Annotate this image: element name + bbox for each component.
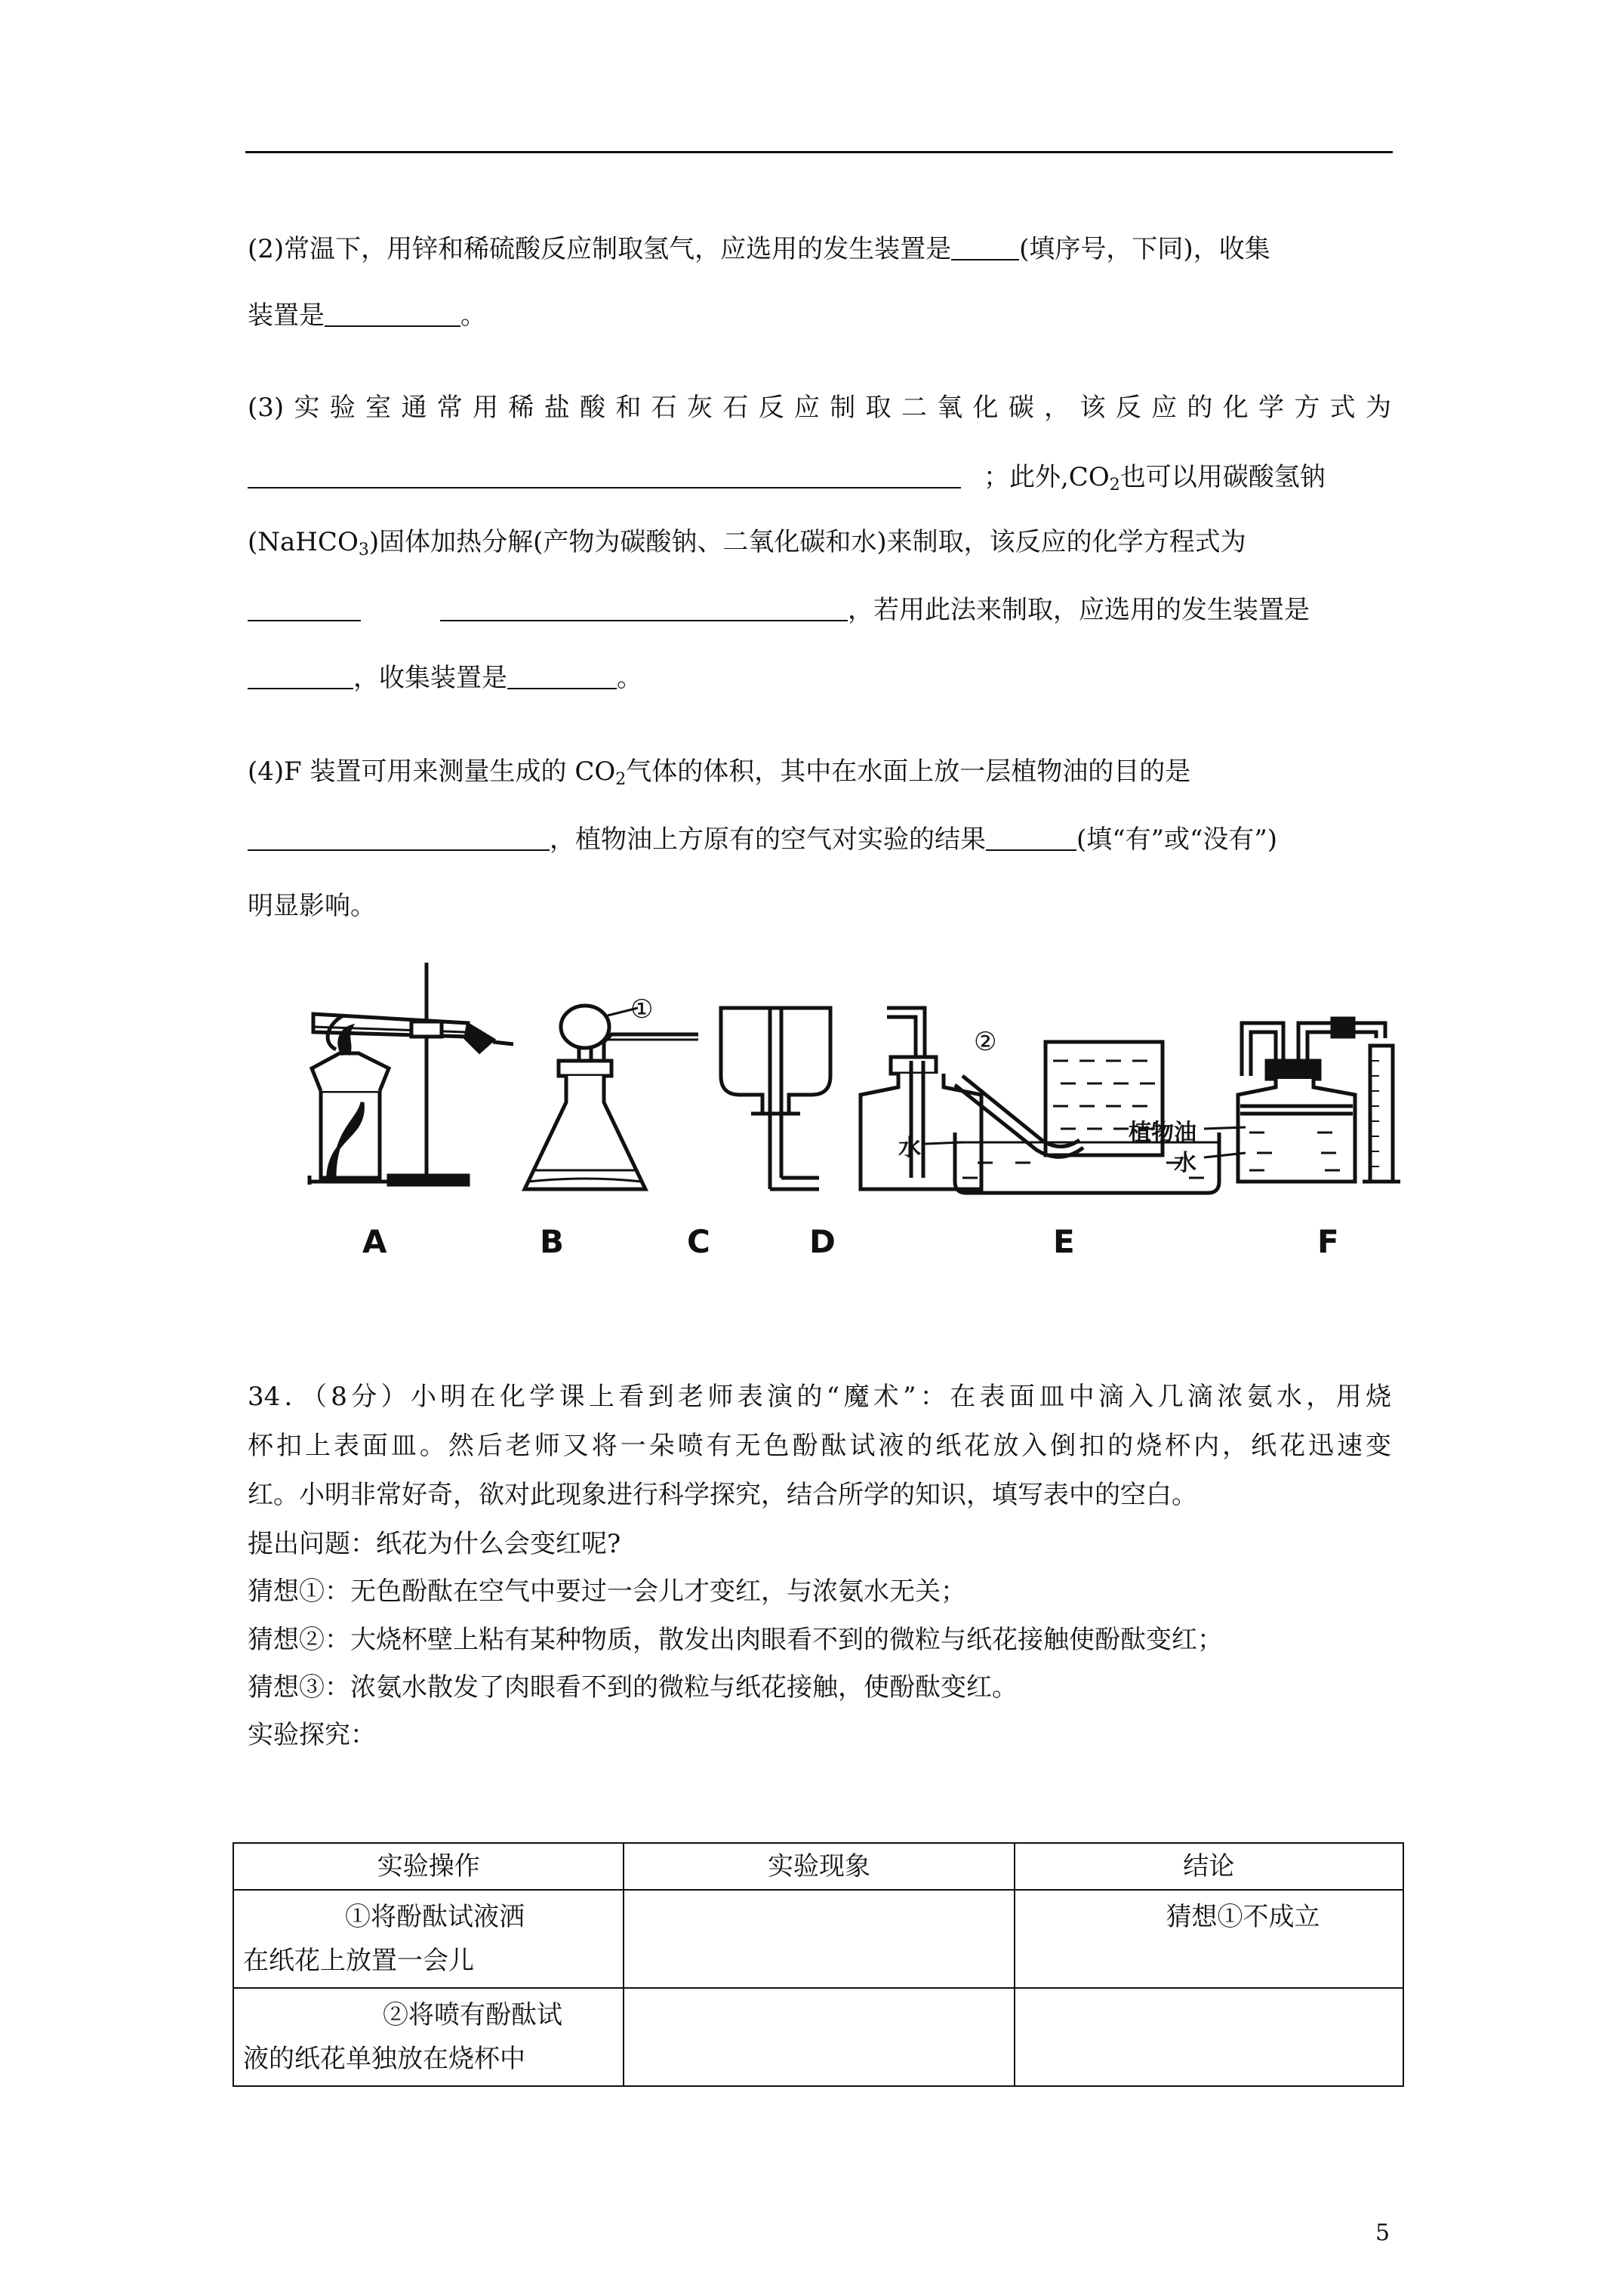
q34-explore: 实验探究： [248,1720,376,1750]
apparatus-d [861,1008,981,1189]
q34-line1: 34．（8分）小明在化学课上看到老师表演的“魔术”：在表面皿中滴入几滴浓氨水，用烧 [248,1382,1391,1412]
answer-blank[interactable] [986,828,1076,851]
header-operation: 实验操作 [233,1843,624,1890]
table-header-row [233,1843,1403,1890]
conclusion-cell[interactable] [1015,1988,1403,2086]
table-row [233,1890,1403,1988]
label-a: A [362,1223,387,1260]
water-label-e: 水 [898,1135,921,1161]
experiment-table [233,1842,1404,2087]
conclusion-cell: 猜想①不成立 [1015,1890,1403,1988]
header-rule [245,151,1393,153]
marker-2: ② [974,1027,997,1057]
operation-cell: ②将喷有酚酞试 液的纸花单独放在烧杯中 [233,1988,624,2086]
q2-line2: 装置是 。 [248,300,486,331]
apparatus-figure [298,955,1408,1272]
q3-line2: ；此外$,CO_2$也可以用碳酸氢钠 [248,462,1326,501]
answer-blank[interactable] [248,828,550,851]
answer-blank[interactable] [951,238,1019,260]
q4-line1: (4)F 装置可用来测量生成的 $CO_2$气体的体积，其中在水面上放一层植物油的目的是 [248,757,1191,789]
answer-blank[interactable] [248,466,961,488]
answer-blank[interactable] [440,599,848,621]
water-label-f: 水 [1174,1150,1196,1176]
phenomenon-cell[interactable] [624,1890,1014,1988]
q3-line4: ，若用此法来制取，应选用的发生装置是 [248,595,1310,625]
apparatus-f [1204,1019,1400,1182]
header-conclusion: 结论 [1015,1843,1403,1890]
q3-line3: (NaHCO$_3$)固体加热分解(产物为碳酸钠、二氧化碳和水)来制取，该反应的化学方程式为 [248,527,1246,559]
answer-blank[interactable] [248,599,361,621]
label-f: F [1317,1223,1339,1260]
q3-line1: (3)实验室通常用稀盐酸和石灰石反应制取二氧化碳，该反应的化学方式为 [248,393,1391,423]
label-d: D [809,1223,836,1260]
q34-guess3: 猜想③：浓氨水散发了肉眼看不到的微粒与纸花接触，使酚酞变红。 [248,1672,1018,1703]
apparatus-b [525,1006,698,1189]
q34-line2: 杯扣上表面皿。然后老师又将一朵喷有无色酚酞试液的纸花放入倒扣的烧杯内，纸花迅速变 [248,1431,1391,1461]
apparatus-a [310,963,513,1185]
table-row [233,1988,1403,2086]
answer-blank[interactable] [325,304,460,327]
q4-line3: 明显影响。 [248,891,376,921]
label-b: B [540,1223,565,1260]
apparatus-c [721,1008,830,1189]
q34-guess1: 猜想①：无色酚酞在空气中要过一会儿才变红，与浓氨水无关； [248,1576,966,1607]
operation-cell: ①将酚酞试液洒 在纸花上放置一会儿 [233,1890,624,1988]
phenomenon-cell[interactable] [624,1988,1014,2086]
page-number: 5 [1375,2220,1390,2246]
oil-label-f: 植物油 [1129,1120,1196,1146]
answer-blank[interactable] [507,667,617,689]
q34-question: 提出问题：纸花为什么会变红呢? [248,1529,621,1559]
label-e: E [1053,1223,1075,1260]
q34-line3: 红。小明非常好奇，欲对此现象进行科学探究，结合所学的知识，填写表中的空白。 [248,1480,1197,1510]
header-phenomenon: 实验现象 [624,1843,1014,1890]
q3-line5: ，收集装置是 。 [248,663,642,693]
q4-line2: ，植物油上方原有的空气对实验的结果 (填“有”或“没有”) [248,824,1277,855]
q2-line1: (2)常温下，用锌和稀硫酸反应制取氢气，应选用的发生装置是 (填序号，下同)，收集 [248,234,1270,264]
label-c: C [687,1223,710,1260]
q34-guess2: 猜想②：大烧杯壁上粘有某种物质，散发出肉眼看不到的微粒与纸花接触使酚酞变红； [248,1625,1223,1655]
answer-blank[interactable] [248,667,353,689]
marker-1: ① [630,994,654,1025]
